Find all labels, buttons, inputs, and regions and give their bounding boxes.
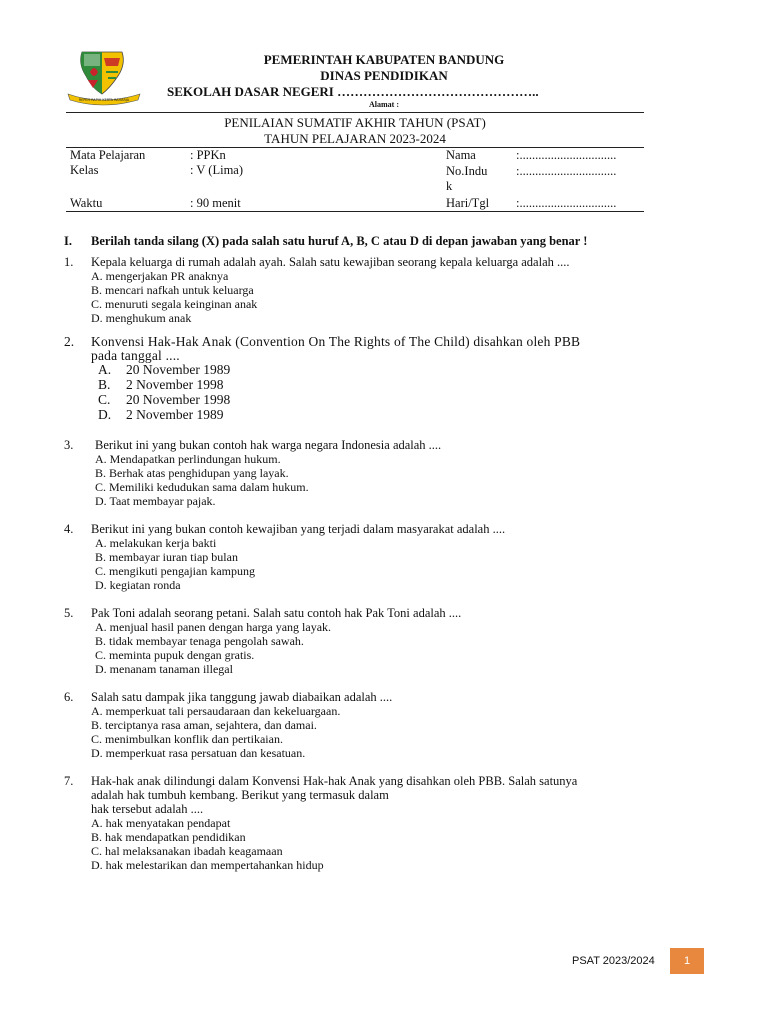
question-number: 4.	[64, 522, 74, 536]
answer-letter: D.	[98, 407, 112, 422]
subject-label: Mata Pelajaran	[70, 148, 146, 162]
answer-option: B. tidak membayar tenaga pengolah sawah.	[95, 634, 304, 648]
subject-value: : PPKn	[190, 148, 226, 162]
answer-letter: C.	[98, 392, 111, 407]
question-number: 6.	[64, 690, 74, 704]
question-text: Pak Toni adalah seorang petani. Salah satu contoh hak Pak Toni adalah ....	[91, 606, 462, 620]
answer-letter: B.	[98, 377, 111, 392]
answer-option: A. melakukan kerja bakti	[95, 536, 217, 550]
answer-option: C. hal melaksanakan ibadah keagamaan	[91, 844, 283, 858]
day-date-label: Hari/Tgl	[446, 196, 490, 210]
answer-option: 2 November 1989	[126, 407, 224, 422]
exam-title: PENILAIAN SUMATIF AKHIR TAHUN (PSAT)	[224, 115, 486, 130]
answer-option: B. terciptanya rasa aman, sejahtera, dan damai.	[91, 718, 317, 732]
section-number: I.	[64, 234, 72, 248]
answer-option: A. Mendapatkan perlindungan hukum.	[95, 452, 281, 466]
class-label: Kelas	[70, 163, 99, 177]
header-school: SEKOLAH DASAR NEGERI ………………………………………..	[167, 84, 539, 99]
answer-option: 2 November 1998	[126, 377, 224, 392]
time-value: : 90 menit	[190, 196, 241, 210]
answer-option: C. Memiliki kedudukan sama dalam hukum.	[95, 480, 309, 494]
page-number-badge: 1	[670, 948, 704, 974]
answer-option: C. mengikuti pengajian kampung	[95, 564, 255, 578]
answer-option: D. memperkuat rasa persatuan dan kesatuan.	[91, 746, 306, 760]
question-number: 1.	[64, 255, 74, 269]
question-text: Hak-hak anak dilindungi dalam Konvensi Hak-hak Anak yang disahkan oleh PBB. Salah satunya	[91, 774, 578, 788]
divider-bottom	[66, 211, 644, 212]
answer-option: A. mengerjakan PR anaknya	[91, 269, 229, 283]
question-text: Berikut ini yang bukan contoh kewajiban yang terjadi dalam masyarakat adalah ....	[91, 522, 506, 536]
answer-option: B. membayar iuran tiap bulan	[95, 550, 238, 564]
question-number: 2.	[64, 334, 75, 349]
exam-year: TAHUN PELAJARAN 2023-2024	[264, 131, 446, 146]
question-text: Kepala keluarga di rumah adalah ayah. Salah satu kewajiban seorang kepala keluarga adalah ....	[91, 255, 570, 269]
answer-option: D. hak melestarikan dan mempertahankan hidup	[91, 858, 324, 872]
question-text: Salah satu dampak jika tanggung jawab diabaikan adalah ....	[91, 690, 393, 704]
answer-option: 20 November 1989	[126, 362, 231, 377]
question-text-continued: adalah hak tumbuh kembang. Berikut yang termasuk dalam	[91, 788, 389, 802]
answer-option: D. kegiatan ronda	[95, 578, 181, 592]
answer-option: A. memperkuat tali persaudaraan dan kekeluargaan.	[91, 704, 341, 718]
answer-option: B. hak mendapatkan pendidikan	[91, 830, 246, 844]
answer-option: 20 November 1998	[126, 392, 231, 407]
question-number: 3.	[64, 438, 74, 452]
answer-option: A. menjual hasil panen dengan harga yang layak.	[95, 620, 332, 634]
header-department: DINAS PENDIDIKAN	[320, 68, 448, 83]
answer-option: A. hak menyatakan pendapat	[91, 816, 231, 830]
student-number-label: No.Indu	[446, 164, 488, 178]
question-text: Konvensi Hak-Hak Anak (Convention On The Rights of The Child) disahkan oleh PBB	[91, 334, 581, 349]
student-number-field: :...............................	[516, 164, 617, 178]
question-text-continued: pada tanggal ....	[91, 348, 180, 363]
section-instruction: Berilah tanda silang (X) pada salah satu huruf A, B, C atau D di depan jawaban yang benar !	[91, 234, 588, 248]
answer-letter: A.	[98, 362, 112, 377]
header-address: Alamat :	[369, 100, 399, 109]
class-value: : V (Lima)	[190, 163, 244, 177]
time-label: Waktu	[70, 196, 103, 210]
logo-banner-text: REPEH RAPIH KERTA RAHARJA	[78, 98, 130, 102]
answer-option: D. menanam tanaman illegal	[95, 662, 233, 676]
question-text-continued: hak tersebut adalah ....	[91, 802, 204, 816]
answer-option: C. meminta pupuk dengan gratis.	[95, 648, 255, 662]
answer-option: D. menghukum anak	[91, 311, 192, 325]
question-number: 5.	[64, 606, 74, 620]
answer-option: D. Taat membayar pajak.	[95, 494, 216, 508]
name-label: Nama	[446, 148, 476, 162]
answer-option: C. menuruti segala keinginan anak	[91, 297, 258, 311]
answer-option: C. menimbulkan konflik dan pertikaian.	[91, 732, 283, 746]
header-government: PEMERINTAH KABUPATEN BANDUNG	[263, 52, 505, 67]
divider-top	[66, 112, 644, 113]
footer-label: PSAT 2023/2024	[572, 955, 655, 967]
question-number: 7.	[64, 774, 74, 788]
day-date-field: :...............................	[516, 196, 617, 210]
answer-option: B. mencari nafkah untuk keluarga	[91, 283, 254, 297]
question-text: Berikut ini yang bukan contoh hak warga negara Indonesia adalah ....	[95, 438, 442, 452]
answer-option: B. Berhak atas penghidupan yang layak.	[95, 466, 289, 480]
name-field: :...............................	[516, 148, 617, 162]
student-number-label-wrap: k	[446, 179, 453, 193]
